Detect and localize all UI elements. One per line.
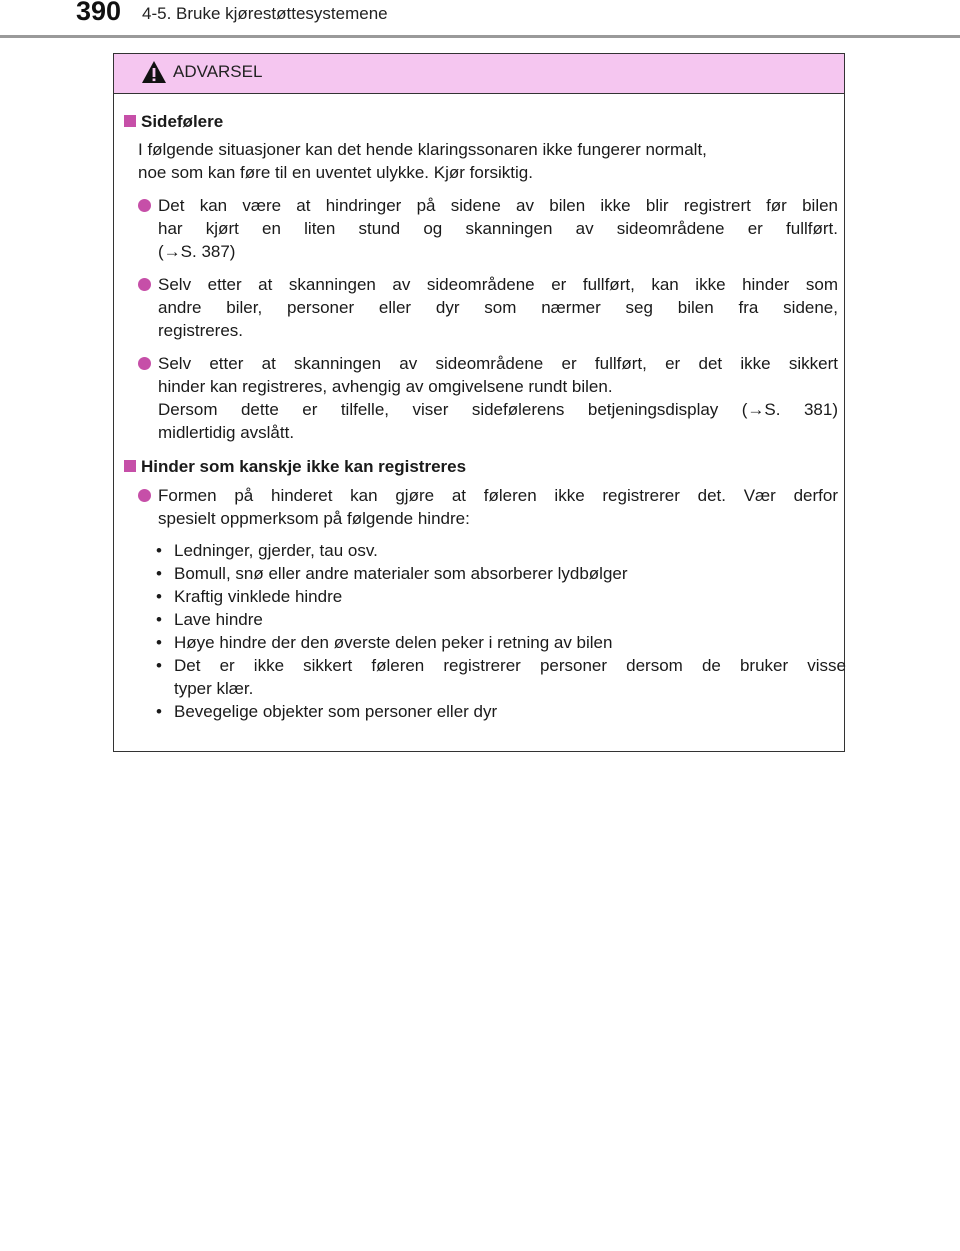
- text-line: hinder kan registreres, avhengig av omgivelsene rundt bilen.: [158, 377, 613, 396]
- page-reference: (→S. 387): [158, 242, 236, 261]
- warning-triangle-icon: [141, 60, 167, 84]
- text-line: Bomull, snø eller andre materialer som absorberer lydbølger: [174, 564, 628, 583]
- section-heading-side-sensors: [124, 110, 223, 133]
- list-item: [156, 562, 846, 585]
- list-item: [138, 352, 838, 444]
- list-item: [156, 654, 846, 700]
- section-heading-undetectable-obstacles: [124, 455, 466, 478]
- text-line: I følgende situasjoner kan det hende klaringssonaren ikke fungerer normalt,: [138, 140, 707, 159]
- text-line: har kjørt en liten stund og skanningen av sideområdene er fullført.: [158, 219, 838, 238]
- page-header: [0, 0, 960, 40]
- list-item: [156, 585, 846, 608]
- square-bullet-icon: [124, 460, 136, 472]
- text-line: noe som kan føre til en uventet ulykke. Kjør forsiktig.: [138, 163, 533, 182]
- text-line: Høye hindre der den øverste delen peker i retning av bilen: [174, 633, 613, 652]
- dot-marker: •: [156, 587, 162, 606]
- text-line: spesielt oppmerksom på følgende hindre:: [158, 509, 470, 528]
- dot-marker: •: [156, 564, 162, 583]
- text-line: Formen på hinderet kan gjøre at føleren ikke registrerer det. Vær derfor: [158, 486, 838, 505]
- warning-box: [113, 53, 845, 752]
- text-line: Dersom dette er tilfelle, viser sidefølerens betjeningsdisplay (→S. 381): [158, 400, 838, 419]
- text-line: midlertidig avslått.: [158, 423, 295, 442]
- text-line: Selv etter at skanningen av sideområdene er fullført, er det ikke sikkert: [158, 354, 838, 373]
- list-item: [156, 608, 846, 631]
- header-rule: [0, 35, 960, 38]
- list-item: [156, 539, 846, 562]
- text-line: Ledninger, gjerder, tau osv.: [174, 541, 378, 560]
- text-line: Det er ikke sikkert føleren registrerer personer dersom de bruker visse: [174, 656, 846, 675]
- text-line: registreres.: [158, 321, 244, 340]
- list-item: [156, 631, 846, 654]
- text-line: Selv etter at skanningen av sideområdene er fullført, kan ikke hinder som: [158, 275, 838, 294]
- dot-marker: •: [156, 633, 162, 652]
- list-item: [138, 194, 838, 263]
- circle-bullet-icon: [138, 278, 151, 291]
- dot-marker: •: [156, 702, 162, 721]
- text-line: andre biler, personer eller dyr som nærmer seg bilen fra sidene,: [158, 298, 838, 317]
- circle-bullet-icon: [138, 199, 151, 212]
- text-line: typer klær.: [174, 679, 254, 698]
- dot-marker: •: [156, 541, 162, 560]
- warning-header: [114, 54, 844, 94]
- page-number: 390: [76, 0, 122, 26]
- text-line: Lave hindre: [174, 610, 263, 629]
- circle-bullet-icon: [138, 489, 151, 502]
- obstacle-list: [156, 539, 846, 723]
- intro-paragraph: [138, 138, 838, 184]
- section-title: 4-5. Bruke kjørestøttesystemene: [142, 4, 388, 23]
- dot-marker: •: [156, 610, 162, 629]
- dot-marker: •: [156, 656, 162, 675]
- text-line: Bevegelige objekter som personer eller dyr: [174, 702, 498, 721]
- warning-label: ADVARSEL: [173, 62, 263, 81]
- list-item: [156, 700, 846, 723]
- square-bullet-icon: [124, 115, 136, 127]
- section-heading-text: Hinder som kanskje ikke kan registreres: [141, 457, 467, 476]
- section-heading-text: Sidefølere: [141, 112, 224, 131]
- list-item: [138, 273, 838, 342]
- circle-bullet-icon: [138, 357, 151, 370]
- text-line: Det kan være at hindringer på sidene av bilen ikke blir registrert før bilen: [158, 196, 838, 215]
- list-item: [138, 484, 838, 530]
- text-line: Kraftig vinklede hindre: [174, 587, 343, 606]
